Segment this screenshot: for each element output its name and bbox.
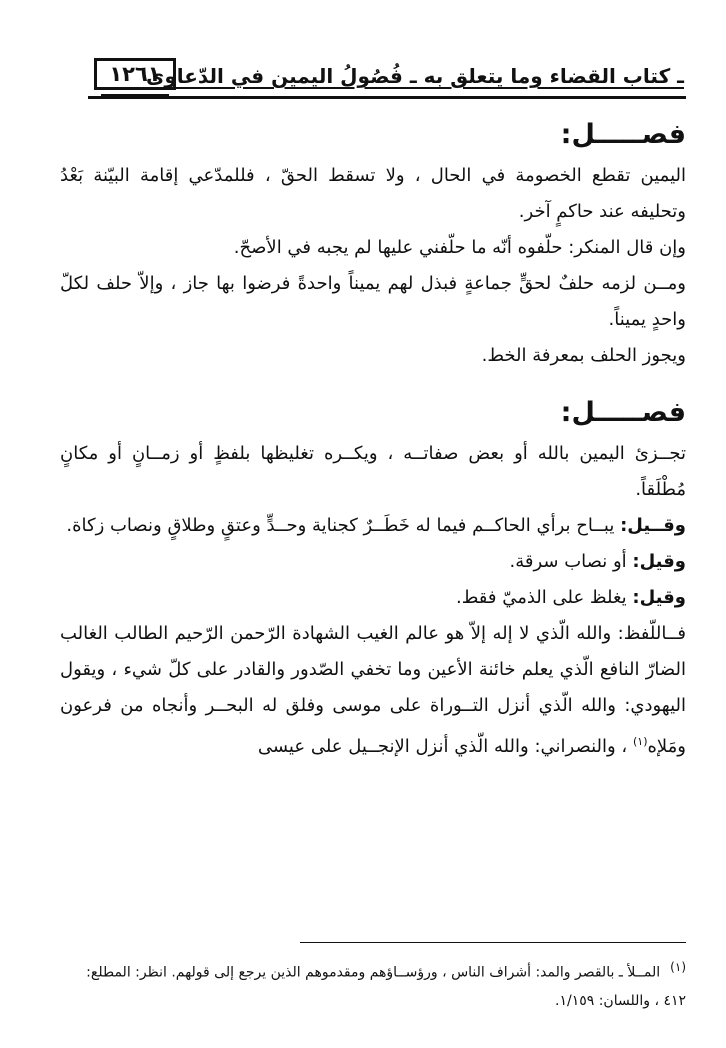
paragraph-text: فــاللّفظ: والله الّذي لا إله إلاّ هو عالم الغيب الشهادة الرّحمن الرّحيم الطالب الغالب الضارّ النافع الّذي يعلم خائنة الأعين وما تخفي الصّدور والقادر على كلّ شيء ، ويقول اليهودي: والله الّذي أنزل التــوراة على موسى وفلق له البحــر وأنجاه من فرعون ومَلإه: [60, 623, 686, 757]
page-number: ١٢٦١: [94, 58, 176, 90]
paragraph: [60, 616, 686, 765]
footnote: [60, 953, 686, 1015]
footnote-marker: (١): [670, 960, 686, 974]
paragraph: اليمين تقطع الخصومة في الحال ، ولا تسقط الحقّ ، فللمدّعي إقامة البيّنة بَعْدُ وتحليفه عند حاكمٍ آخر.: [60, 165, 686, 222]
paragraph-text: يبــاح برأي الحاكــم فيما له خَطَــرٌ كجناية وحــدٍّ وعتقٍ وطلاقٍ ونصاب زكاة.: [66, 515, 621, 536]
paragraph-lead: وقيل:: [632, 551, 686, 572]
paragraph: [60, 580, 686, 616]
footnote-reference[interactable]: (١): [632, 735, 648, 748]
paragraph-lead: وقيل:: [632, 587, 686, 608]
paragraph-text: ، والنصراني: والله الّذي أنزل الإنجــيل على عيسى: [257, 736, 628, 757]
paragraph: تجــزئ اليمين بالله أو بعض صفاتــه ، ويكــره تغليظها بلفظٍ أو زمــانٍ أو مكانٍ مُطْلَقاً.: [60, 443, 686, 500]
paragraph: ويجوز الحلف بمعرفة الخط.: [481, 345, 686, 366]
footnote-divider: [300, 942, 686, 943]
section-heading-1: فصـــــل:: [560, 119, 686, 150]
header-rule: [88, 96, 686, 99]
footnote-text: المــلأ ـ بالقصر والمد: أشراف الناس ، ورؤســاؤهم ومقدموهم الذين يرجع إلى قولهم. انظر: المطلع: ٤١٢ ، واللسان: ١/١٥٩.: [86, 964, 686, 1009]
page-body: [60, 112, 686, 765]
paragraph-text: يغلظ على الذميّ فقط.: [455, 587, 633, 608]
paragraph-text: أو نصاب سرقة.: [509, 551, 633, 572]
running-header-title: ـ كتاب القضاء وما يتعلق به ـ فُصُولُ اليمين في الدّعاوى: [146, 64, 684, 88]
paragraph-lead: وقــيل:: [620, 515, 686, 536]
paragraph: ومــن لزمه حلفٌ لحقٍّ جماعةٍ فبذل لهم يميناً واحدةً فرضوا بها جاز ، وإلاّ حلف لكلّ واحدٍ يميناً.: [60, 273, 686, 330]
paragraph: [60, 544, 686, 580]
section-heading-2: فصـــــل:: [560, 397, 686, 428]
paragraph: [60, 508, 686, 544]
paragraph: وإن قال المنكر: حلّفوه أنّه ما حلّفني عليها لم يجبه في الأصحّ.: [233, 237, 686, 258]
page-header: [88, 58, 686, 98]
